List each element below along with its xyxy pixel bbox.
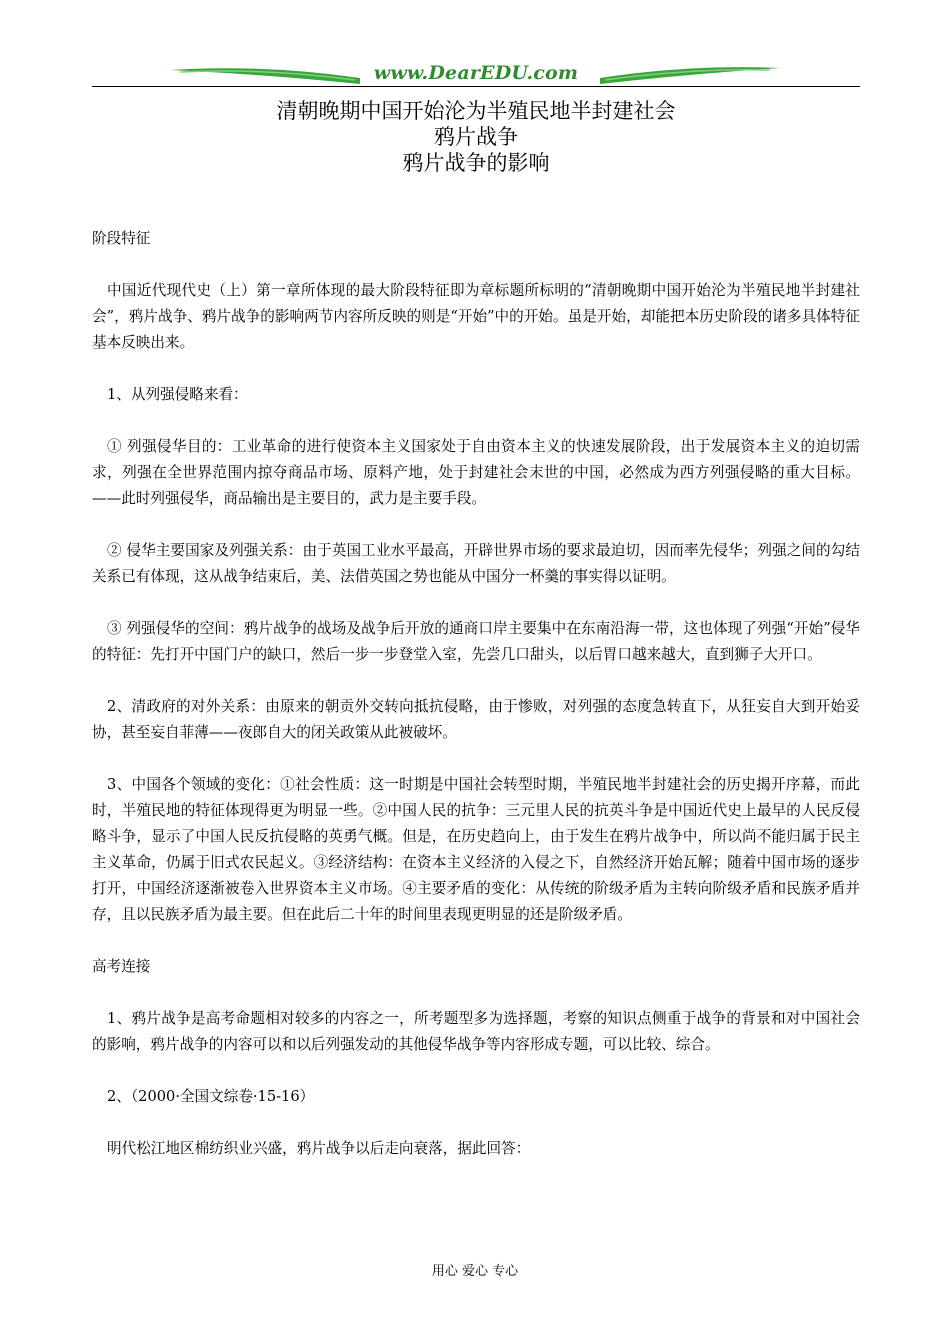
paragraph-point-1a: ① 列强侵华目的：工业革命的进行使资本主义国家处于自由资本主义的快速发展阶段，出于发展资本主义的迫切需求，列强在全世界范围内掠夺商品市场、原料产地，处于封建社会末世的中国，必然成为西方列强侵略的重大目标。——此时列强侵华，商品输出是主要目的，武力是主要手段。 — [92, 438, 860, 507]
section-heading-stage: 阶段特征 — [92, 230, 151, 247]
paragraph-point-3: 3、中国各个领域的变化：①社会性质：这一时期是中国社会转型时期，半殖民地半封建社会的历史揭开序幕，而此时，半殖民地的特征体现得更为明显一些。②中国人民的抗争：三元里人民的抗英斗争是中国近代史上最早的人民反侵略斗争，显示了中国人民反抗侵略的英勇气概。但是，在历史趋向上，由于发生在鸦片战争中，所以尚不能归属于民主主义革命，仍属于旧式农民起义。③经济结构：在资本主义经济的入侵之下，自然经济开始瓦解；随着中国市场的逐步打开，中国经济逐渐被卷入世界资本主义市场。④主要矛盾的变化：从传统的阶级矛盾为主转向阶级矛盾和民族矛盾并存，且以民族矛盾为最主要。但在此后二十年的时间里表现更明显的还是阶级矛盾。 — [92, 776, 860, 923]
title-line-1: 清朝晚期中国开始沦为半殖民地半封建社会 — [276, 99, 676, 123]
paragraph-exam-2-question: 明代松江地区棉纺织业兴盛，鸦片战争以后走向衰落，据此回答： — [107, 1140, 531, 1157]
paragraph-point-1c: ③ 列强侵华的空间：鸦片战争的战场及战争后开放的通商口岸主要集中在东南沿海一带，这也体现了列强“开始”侵华的特征：先打开中国门户的缺口，然后一步一步登堂入室，先尝几口甜头，以后胃口越来越大，直到狮子大开口。 — [92, 620, 860, 663]
paragraph-exam-1: 1、鸦片战争是高考命题相对较多的内容之一，所考题型多为选择题，考察的知识点侧重于战争的背景和对中国社会的影响，鸦片战争的内容可以和以后列强发动的其他侵华战争等内容形成专题，可以比较、综合。 — [92, 1010, 860, 1053]
title-line-2: 鸦片战争 — [434, 125, 518, 149]
page-header — [92, 60, 860, 94]
section-heading-exam: 高考连接 — [92, 958, 151, 975]
paragraph-point-2: 2、清政府的对外关系：由原来的朝贡外交转向抵抗侵略，由于惨败，对列强的态度急转直下，从狂妄自大到开始妥协，甚至妄自菲薄——夜郎自大的闭关政策从此被破坏。 — [92, 698, 860, 741]
paragraph-exam-2: 2、（2000·全国文综卷·15-16） — [107, 1088, 315, 1105]
paragraph-intro: 中国近代现代史（上）第一章所体现的最大阶段特征即为章标题所标明的“清朝晚期中国开始沦为半殖民地半封建社会”，鸦片战争、鸦片战争的影响两节内容所反映的则是“开始”中的开始。虽是开始，却能把本历史阶段的诸多具体特征基本反映出来。 — [92, 282, 860, 351]
page-footer: 用心 爱心 专心 — [431, 1264, 519, 1279]
title-line-3: 鸦片战争的影响 — [402, 151, 550, 175]
document-body — [92, 226, 860, 1188]
logo-text[interactable]: www.DearEDU.com — [373, 62, 579, 84]
paragraph-point-1: 1、从列强侵略来看： — [107, 386, 248, 403]
document-title — [92, 98, 860, 176]
paragraph-point-1b: ② 侵华主要国家及列强关系：由于英国工业水平最高，开辟世界市场的要求最迫切，因而率先侵华；列强之间的勾结关系已有体现，这从战争结束后，美、法借英国之势也能从中国分一杯羹的事实得以证明。 — [92, 542, 860, 585]
